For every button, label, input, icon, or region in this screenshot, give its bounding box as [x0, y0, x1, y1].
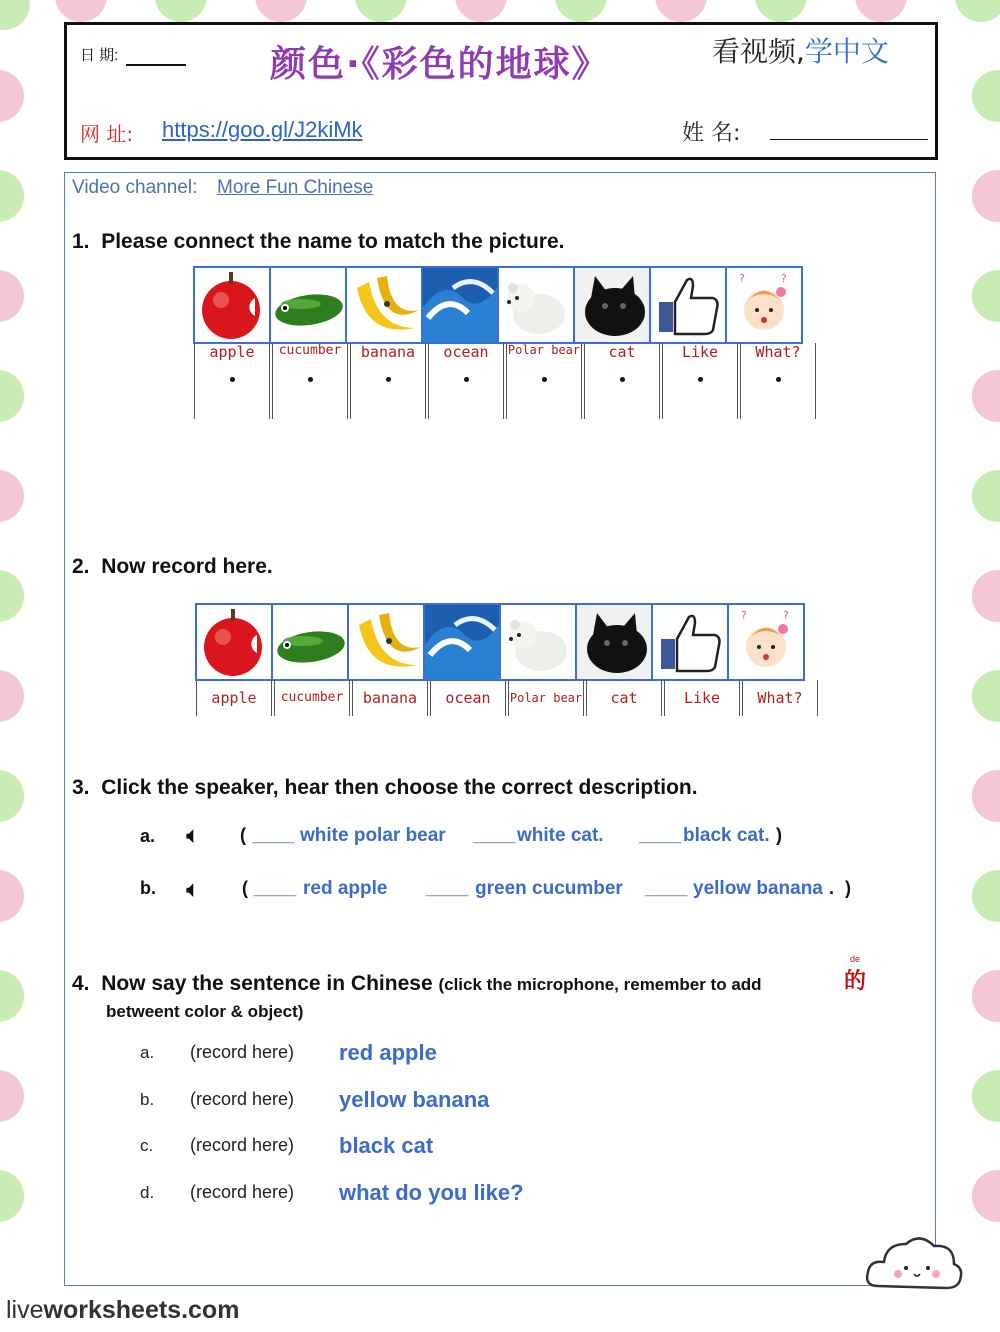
q3-b-letter: b. [140, 878, 156, 898]
label-banana: banana [350, 343, 426, 419]
record-label-what[interactable]: What? [742, 680, 818, 716]
q3-a-option-1[interactable]: white polar bear [300, 825, 446, 846]
connect-dot[interactable] [542, 377, 547, 382]
question-4-text: Now say the sentence in Chinese [101, 972, 433, 995]
polar-bear-icon [499, 268, 575, 342]
q3-a-open: ( [240, 825, 246, 845]
connect-dot[interactable] [620, 377, 625, 382]
q4-c-phrase: black cat [339, 1133, 434, 1158]
record-label-polar-bear[interactable]: Polar bear [508, 680, 584, 716]
channel-label: Video channel: [72, 177, 198, 198]
date-field[interactable] [126, 64, 186, 66]
date-label: 日 期: [80, 47, 119, 64]
channel-link[interactable]: More Fun Chinese [217, 177, 374, 198]
q3-b-dot: . [829, 878, 835, 898]
label-like: Like [662, 343, 738, 419]
question-1-text: Please connect the name to match the picture. [101, 230, 565, 253]
speaker-icon[interactable]: 🔈︎ [186, 876, 201, 903]
record-here-button[interactable]: (record here) [190, 1135, 295, 1155]
label-apple: apple [194, 343, 270, 419]
page-title: 颜色·《彩色的地球》 [270, 44, 610, 85]
svg-text:?: ? [741, 609, 747, 622]
connect-dot[interactable] [230, 377, 235, 382]
question-3-text: Click the speaker, hear then choose the correct description. [101, 776, 698, 799]
record-label-like[interactable]: Like [664, 680, 740, 716]
record-label-banana[interactable]: banana [352, 680, 428, 716]
picture-strip-1 [193, 266, 803, 344]
q3-b-blank-1[interactable]: ____ [254, 878, 297, 899]
question-4 [72, 972, 762, 996]
black-cat-icon[interactable] [577, 605, 653, 679]
q3-a-blank-2[interactable]: ____ [473, 825, 516, 846]
record-label-cat[interactable]: cat [586, 680, 662, 716]
record-here-button[interactable]: (record here) [190, 1042, 295, 1062]
label-cat: cat [584, 343, 660, 419]
cloud-mascot-icon [862, 1226, 966, 1301]
q3-b-option-1[interactable]: red apple [303, 878, 388, 899]
picture-strip-2 [195, 603, 805, 681]
thumbs-up-icon [651, 268, 727, 342]
svg-text:?: ? [783, 609, 789, 622]
banana-icon[interactable] [349, 605, 425, 679]
connect-dot[interactable] [698, 377, 703, 382]
q3-b-open: ( [242, 878, 248, 898]
q3-a-option-2[interactable]: white cat. [517, 825, 604, 846]
connect-dot[interactable] [776, 377, 781, 382]
question-4-instruction: (click the microphone, remember to add [438, 975, 762, 994]
confused-girl-icon[interactable] [729, 605, 805, 679]
record-here-button[interactable]: (record here) [190, 1182, 295, 1202]
label-ocean: ocean [428, 343, 504, 419]
url-label: 网 址: [80, 122, 134, 146]
q4-b-letter: b. [140, 1090, 155, 1109]
question-1-number: 1. [72, 230, 90, 253]
video-url-link[interactable]: https://goo.gl/J2kiMk [162, 117, 363, 142]
q3-b-option-2[interactable]: green cucumber [475, 878, 623, 899]
name-field[interactable] [770, 139, 928, 140]
connect-dot[interactable] [386, 377, 391, 382]
label-cucumber: cucumber [272, 343, 348, 419]
q4-b-phrase: yellow banana [339, 1087, 490, 1112]
de-character: de 的 [843, 954, 866, 994]
question-1 [72, 230, 564, 254]
q4-a-phrase: red apple [339, 1040, 437, 1065]
q4-d-phrase: what do you like? [339, 1180, 524, 1205]
q3-a-blank-3[interactable]: ____ [639, 825, 682, 846]
record-label-cucumber[interactable]: cucumber [274, 680, 350, 716]
banana-icon [347, 268, 423, 342]
black-cat-icon [575, 268, 651, 342]
q3-a-close: ) [776, 825, 782, 845]
svg-text:?: ? [739, 272, 745, 285]
name-label: 姓 名: [682, 121, 741, 146]
label-row-1 [194, 343, 818, 419]
cucumber-icon[interactable] [273, 605, 349, 679]
q3-b-close: ) [845, 878, 851, 898]
svg-text:?: ? [781, 272, 787, 285]
q3-a-option-3[interactable]: black cat. [683, 825, 770, 846]
label-polar-bear: Polar bear [506, 343, 582, 419]
speaker-icon[interactable]: 🔈︎ [186, 822, 201, 849]
question-3 [72, 776, 698, 800]
label-what: What? [740, 343, 816, 419]
cucumber-icon [271, 268, 347, 342]
confused-girl-icon [727, 268, 803, 342]
polar-bear-icon[interactable] [501, 605, 577, 679]
q4-c-letter: c. [140, 1136, 154, 1155]
tagline-dark: 看视频, [712, 35, 805, 68]
connect-dot[interactable] [308, 377, 313, 382]
tagline [712, 30, 889, 70]
question-2-number: 2. [72, 555, 90, 578]
label-row-2 [196, 680, 820, 716]
record-label-apple[interactable]: apple [196, 680, 272, 716]
liveworksheets-logo[interactable]: liveworksheets.com [6, 1296, 240, 1324]
q3-b-blank-2[interactable]: ____ [426, 878, 469, 899]
question-2-text: Now record here. [101, 555, 273, 578]
question-4-number: 4. [72, 972, 90, 995]
q4-d-letter: d. [140, 1183, 155, 1202]
apple-icon [195, 268, 271, 342]
question-3-number: 3. [72, 776, 90, 799]
q3-b-blank-3[interactable]: ____ [645, 878, 688, 899]
tagline-blue: 学中文 [804, 35, 889, 68]
ocean-wave-icon [423, 268, 499, 342]
apple-icon[interactable] [197, 605, 273, 679]
q3-a-blank-1[interactable]: ____ [252, 825, 295, 846]
ocean-wave-icon[interactable] [425, 605, 501, 679]
record-here-button[interactable]: (record here) [190, 1089, 295, 1109]
q4-a-letter: a. [140, 1043, 155, 1062]
q3-a-letter: a. [140, 826, 156, 846]
question-4-line2: betweent color & object) [106, 1002, 304, 1021]
record-label-ocean[interactable]: ocean [430, 680, 506, 716]
connect-dot[interactable] [464, 377, 469, 382]
thumbs-up-icon[interactable] [653, 605, 729, 679]
q3-b-option-3[interactable]: yellow banana [693, 878, 823, 899]
question-2 [72, 555, 273, 579]
